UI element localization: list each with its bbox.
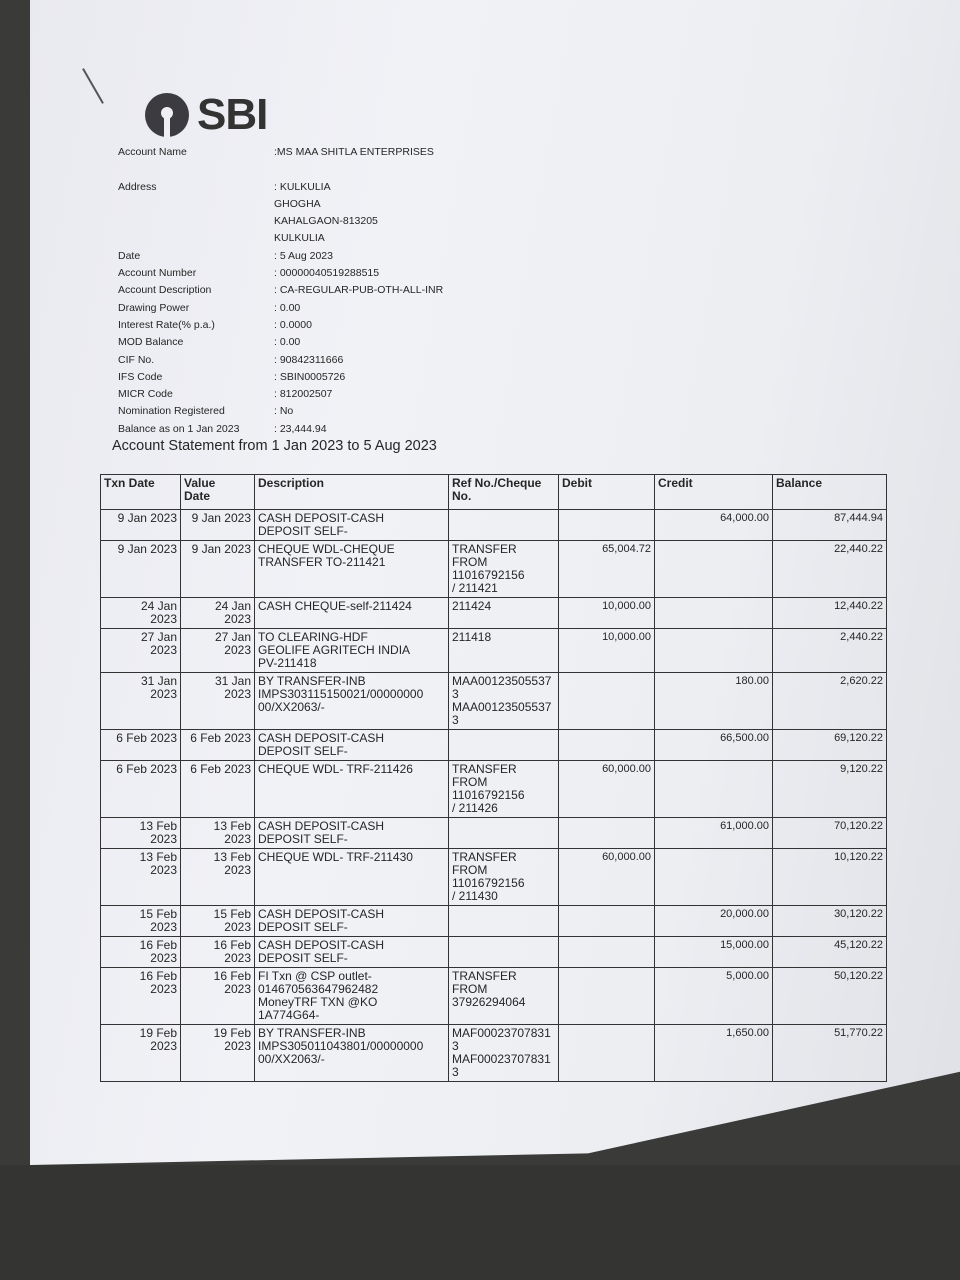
description-cell: CHEQUE WDL- TRF-211430 bbox=[255, 849, 449, 906]
column-header: Description bbox=[255, 475, 449, 510]
description-cell: CHEQUE WDL-CHEQUE TRANSFER TO-211421 bbox=[255, 541, 449, 598]
info-value: : SBIN0005726 bbox=[274, 370, 346, 383]
txn-date-cell: 9 Jan 2023 bbox=[101, 510, 181, 541]
ref-cell bbox=[449, 818, 559, 849]
info-label: Account Number bbox=[118, 267, 197, 280]
info-value: : 812002507 bbox=[274, 388, 333, 401]
column-header: Balance bbox=[773, 475, 887, 510]
debit-cell bbox=[559, 1025, 655, 1082]
value-date-cell: 19 Feb 2023 bbox=[181, 1025, 255, 1082]
info-label: MOD Balance bbox=[118, 336, 184, 349]
info-value: GHOGHA bbox=[274, 197, 321, 210]
ref-cell: TRANSFER FROM 11016792156 / 211430 bbox=[449, 849, 559, 906]
column-header: Txn Date bbox=[101, 475, 181, 510]
balance-cell: 2,620.22 bbox=[773, 673, 887, 730]
txn-date-cell: 6 Feb 2023 bbox=[101, 761, 181, 818]
balance-cell: 22,440.22 bbox=[773, 541, 887, 598]
debit-cell bbox=[559, 906, 655, 937]
statement-title: Account Statement from 1 Jan 2023 to 5 Aug 2023 bbox=[112, 438, 437, 454]
info-value: : 23,444.94 bbox=[274, 422, 327, 435]
credit-cell: 180.00 bbox=[655, 673, 773, 730]
ref-cell bbox=[449, 937, 559, 968]
info-value: : CA-REGULAR-PUB-OTH-ALL-INR bbox=[274, 284, 444, 297]
value-date-cell: 6 Feb 2023 bbox=[181, 761, 255, 818]
info-label: Date bbox=[118, 249, 141, 262]
info-value: KULKULIA bbox=[274, 232, 325, 245]
info-label: Balance as on 1 Jan 2023 bbox=[118, 422, 240, 435]
description-cell: CASH DEPOSIT-CASH DEPOSIT SELF- bbox=[255, 818, 449, 849]
ref-cell: TRANSFER FROM 11016792156 / 211421 bbox=[449, 541, 559, 598]
info-label: CIF No. bbox=[118, 353, 155, 366]
info-value: KAHALGAON-813205 bbox=[274, 215, 378, 228]
txn-date-cell: 15 Feb 2023 bbox=[101, 906, 181, 937]
debit-cell bbox=[559, 673, 655, 730]
column-header: Ref No./Cheque No. bbox=[449, 475, 559, 510]
credit-cell: 5,000.00 bbox=[655, 968, 773, 1025]
description-cell: CASH DEPOSIT-CASH DEPOSIT SELF- bbox=[255, 510, 449, 541]
description-cell: CHEQUE WDL- TRF-211426 bbox=[255, 761, 449, 818]
info-label: Drawing Power bbox=[118, 301, 190, 314]
balance-cell: 87,444.94 bbox=[773, 510, 887, 541]
ref-cell: TRANSFER FROM 11016792156 / 211426 bbox=[449, 761, 559, 818]
table-row bbox=[101, 849, 887, 906]
value-date-cell: 27 Jan 2023 bbox=[181, 629, 255, 673]
info-value: : 5 Aug 2023 bbox=[274, 249, 333, 262]
credit-cell: 64,000.00 bbox=[655, 510, 773, 541]
info-label: Account Name bbox=[118, 146, 187, 158]
debit-cell bbox=[559, 510, 655, 541]
value-date-cell: 16 Feb 2023 bbox=[181, 937, 255, 968]
debit-cell bbox=[559, 937, 655, 968]
balance-cell: 51,770.22 bbox=[773, 1025, 887, 1082]
value-date-cell: 9 Jan 2023 bbox=[181, 541, 255, 598]
balance-cell: 45,120.22 bbox=[773, 937, 887, 968]
sbi-logo-text: SBI bbox=[197, 90, 268, 139]
credit-cell bbox=[655, 629, 773, 673]
ref-cell bbox=[449, 510, 559, 541]
credit-cell bbox=[655, 849, 773, 906]
ref-cell bbox=[449, 730, 559, 761]
value-date-cell: 13 Feb 2023 bbox=[181, 849, 255, 906]
ref-cell: 211424 bbox=[449, 598, 559, 629]
table-row bbox=[101, 818, 887, 849]
table-row bbox=[101, 541, 887, 598]
txn-date-cell: 24 Jan 2023 bbox=[101, 598, 181, 629]
table-row bbox=[101, 761, 887, 818]
column-header: Debit bbox=[559, 475, 655, 510]
debit-cell bbox=[559, 730, 655, 761]
background-surface bbox=[0, 1165, 960, 1280]
table-row bbox=[101, 598, 887, 629]
table-row bbox=[101, 510, 887, 541]
debit-cell bbox=[559, 968, 655, 1025]
info-value: : 0.00 bbox=[274, 336, 301, 349]
value-date-cell: 24 Jan 2023 bbox=[181, 598, 255, 629]
info-label: IFS Code bbox=[118, 370, 163, 383]
sbi-logo bbox=[145, 90, 267, 140]
column-header: Value Date bbox=[181, 475, 255, 510]
txn-date-cell: 13 Feb 2023 bbox=[101, 849, 181, 906]
debit-cell: 10,000.00 bbox=[559, 629, 655, 673]
info-label: Interest Rate(% p.a.) bbox=[118, 318, 215, 331]
value-date-cell: 31 Jan 2023 bbox=[181, 673, 255, 730]
credit-cell: 20,000.00 bbox=[655, 906, 773, 937]
table-row bbox=[101, 730, 887, 761]
ref-cell: MAF00023707831 3 MAF00023707831 3 bbox=[449, 1025, 559, 1082]
description-cell: BY TRANSFER-INB IMPS305011043801/00000000 00/XX2063/- bbox=[255, 1025, 449, 1082]
table-header bbox=[101, 475, 887, 510]
value-date-cell: 13 Feb 2023 bbox=[181, 818, 255, 849]
balance-cell: 30,120.22 bbox=[773, 906, 887, 937]
info-value: : KULKULIA bbox=[274, 180, 331, 193]
table-row bbox=[101, 629, 887, 673]
value-date-cell: 9 Jan 2023 bbox=[181, 510, 255, 541]
credit-cell bbox=[655, 541, 773, 598]
value-date-cell: 16 Feb 2023 bbox=[181, 968, 255, 1025]
description-cell: TO CLEARING-HDF GEOLIFE AGRITECH INDIA PV-211418 bbox=[255, 629, 449, 673]
debit-cell: 65,004.72 bbox=[559, 541, 655, 598]
info-value: : 90842311666 bbox=[274, 353, 344, 366]
info-label: MICR Code bbox=[118, 388, 173, 401]
balance-cell: 70,120.22 bbox=[773, 818, 887, 849]
txn-date-cell: 16 Feb 2023 bbox=[101, 937, 181, 968]
table-row bbox=[101, 673, 887, 730]
info-value: : 00000040519288515 bbox=[274, 267, 380, 280]
transactions-table bbox=[100, 474, 887, 1082]
description-cell: FI Txn @ CSP outlet- 014670563647962482 MoneyTRF TXN @KO 1A774G64- bbox=[255, 968, 449, 1025]
sbi-logo-icon bbox=[145, 93, 189, 137]
balance-cell: 50,120.22 bbox=[773, 968, 887, 1025]
debit-cell: 60,000.00 bbox=[559, 761, 655, 818]
description-cell: BY TRANSFER-INB IMPS303115150021/00000000 00/XX2063/- bbox=[255, 673, 449, 730]
txn-date-cell: 16 Feb 2023 bbox=[101, 968, 181, 1025]
balance-cell: 9,120.22 bbox=[773, 761, 887, 818]
table-row bbox=[101, 906, 887, 937]
balance-cell: 10,120.22 bbox=[773, 849, 887, 906]
info-value: : 0.00 bbox=[274, 301, 301, 314]
description-cell: CASH DEPOSIT-CASH DEPOSIT SELF- bbox=[255, 730, 449, 761]
balance-cell: 2,440.22 bbox=[773, 629, 887, 673]
ref-cell bbox=[449, 906, 559, 937]
info-value: : No bbox=[274, 405, 294, 418]
description-cell: CASH DEPOSIT-CASH DEPOSIT SELF- bbox=[255, 906, 449, 937]
description-cell: CASH CHEQUE-self-211424 bbox=[255, 598, 449, 629]
value-date-cell: 6 Feb 2023 bbox=[181, 730, 255, 761]
txn-date-cell: 13 Feb 2023 bbox=[101, 818, 181, 849]
txn-date-cell: 9 Jan 2023 bbox=[101, 541, 181, 598]
txn-date-cell: 31 Jan 2023 bbox=[101, 673, 181, 730]
ref-cell: TRANSFER FROM 37926294064 bbox=[449, 968, 559, 1025]
credit-cell: 15,000.00 bbox=[655, 937, 773, 968]
info-label: Account Description bbox=[118, 284, 212, 297]
credit-cell bbox=[655, 761, 773, 818]
column-header: Credit bbox=[655, 475, 773, 510]
debit-cell: 10,000.00 bbox=[559, 598, 655, 629]
info-value: : 0.0000 bbox=[274, 318, 312, 331]
info-value: :MS MAA SHITLA ENTERPRISES bbox=[274, 146, 434, 158]
table-row bbox=[101, 1025, 887, 1082]
info-label: Address bbox=[118, 180, 157, 193]
credit-cell: 66,500.00 bbox=[655, 730, 773, 761]
credit-cell: 1,650.00 bbox=[655, 1025, 773, 1082]
balance-cell: 69,120.22 bbox=[773, 730, 887, 761]
txn-date-cell: 6 Feb 2023 bbox=[101, 730, 181, 761]
value-date-cell: 15 Feb 2023 bbox=[181, 906, 255, 937]
credit-cell: 61,000.00 bbox=[655, 818, 773, 849]
balance-cell: 12,440.22 bbox=[773, 598, 887, 629]
description-cell: CASH DEPOSIT-CASH DEPOSIT SELF- bbox=[255, 937, 449, 968]
txn-date-cell: 19 Feb 2023 bbox=[101, 1025, 181, 1082]
ref-cell: 211418 bbox=[449, 629, 559, 673]
txn-date-cell: 27 Jan 2023 bbox=[101, 629, 181, 673]
table-row bbox=[101, 968, 887, 1025]
table-row bbox=[101, 937, 887, 968]
credit-cell bbox=[655, 598, 773, 629]
debit-cell: 60,000.00 bbox=[559, 849, 655, 906]
ref-cell: MAA00123505537 3 MAA00123505537 3 bbox=[449, 673, 559, 730]
info-label: Nomination Registered bbox=[118, 405, 225, 418]
debit-cell bbox=[559, 818, 655, 849]
